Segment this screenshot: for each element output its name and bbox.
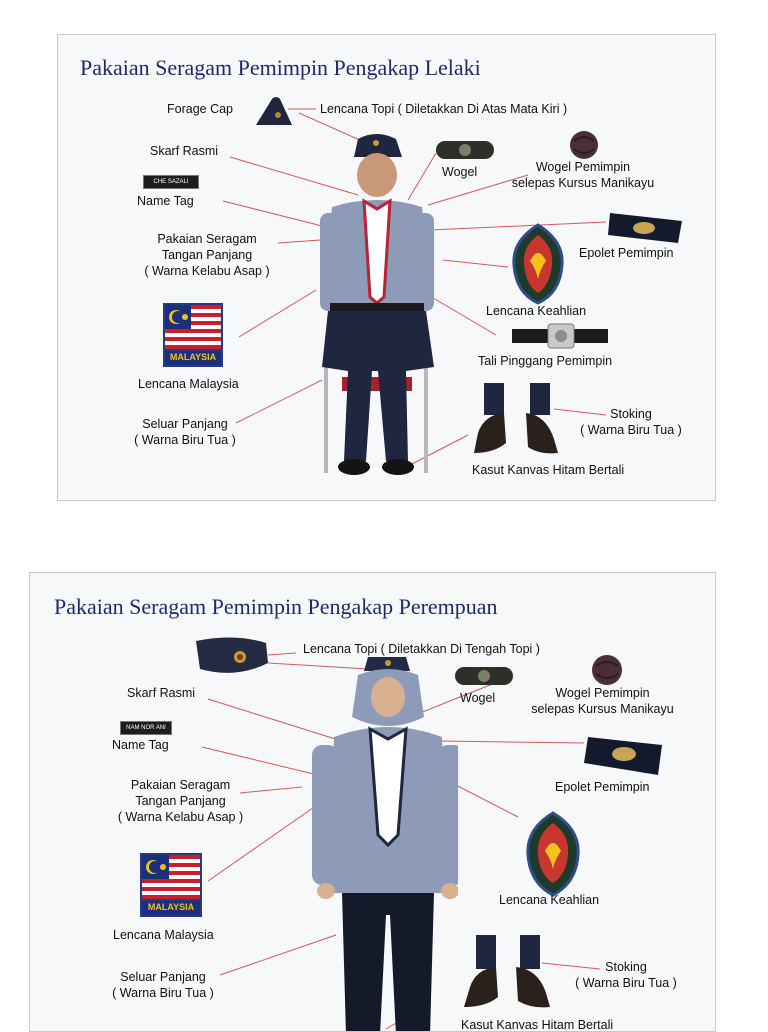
label-pakaian-line3: ( Warna Kelabu Asap ) xyxy=(117,810,244,824)
socks-shoes-icon xyxy=(460,935,556,1011)
label-skarf-rasmi: Skarf Rasmi xyxy=(150,144,219,158)
label-lencana-topi: Lencana Topi ( Diletakkan Di Tengah Topi ) xyxy=(303,642,540,656)
leather-woggle-icon xyxy=(590,653,624,687)
name-tag-plate-text: CHE SAZALI xyxy=(153,179,189,185)
name-tag-plate xyxy=(120,721,172,735)
label-wogel-pemimpin-line1: Wogel Pemimpin xyxy=(535,160,631,174)
label-pakaian-line1: Pakaian Seragam xyxy=(130,778,231,792)
label-wogel: Wogel xyxy=(442,165,478,179)
panel-title: Pakaian Seragam Pemimpin Pengakap Perempuan xyxy=(54,594,498,619)
label-pakaian-line2: Tangan Panjang xyxy=(135,794,226,808)
panel-title: Pakaian Seragam Pemimpin Pengakap Lelaki xyxy=(80,55,481,80)
label-seluar-line1: Seluar Panjang xyxy=(142,417,228,431)
label-lencana-keahlian: Lencana Keahlian xyxy=(499,893,600,907)
socks-shoes-icon xyxy=(470,383,566,455)
label-stoking xyxy=(571,406,691,438)
label-seluar-panjang xyxy=(120,416,250,448)
male-leader-figure xyxy=(306,127,456,482)
label-kasut: Kasut Kanvas Hitam Bertali xyxy=(472,463,625,477)
malaysia-badge xyxy=(163,303,223,372)
wogel-icon xyxy=(454,665,514,687)
label-stoking-line2: ( Warna Biru Tua ) xyxy=(575,976,677,990)
label-wogel-pemimpin xyxy=(503,159,663,191)
label-stoking xyxy=(566,959,686,991)
flag-text: MALAYSIA xyxy=(147,902,195,912)
name-tag-plate-text: NAM NOR ANI xyxy=(126,725,166,731)
label-forage-cap: Forage Cap xyxy=(167,102,234,116)
label-seluar-panjang xyxy=(98,969,228,1001)
male-uniform-panel xyxy=(57,34,716,501)
label-seluar-line2: ( Warna Biru Tua ) xyxy=(134,433,236,447)
name-tag-plate xyxy=(143,175,199,189)
label-wogel: Wogel xyxy=(460,691,496,705)
label-skarf-rasmi: Skarf Rasmi xyxy=(127,686,196,700)
female-uniform-panel xyxy=(29,572,716,1032)
label-name-tag: Name Tag xyxy=(137,194,194,208)
label-lencana-keahlian: Lencana Keahlian xyxy=(486,304,587,318)
female-leader-figure xyxy=(306,655,458,1032)
belt-icon xyxy=(512,323,608,349)
malaysia-badge xyxy=(140,853,202,922)
label-seluar-line1: Seluar Panjang xyxy=(120,970,206,984)
label-stoking-line1: Stoking xyxy=(605,960,647,974)
label-wogel-pemimpin xyxy=(520,685,685,717)
flag-text: MALAYSIA xyxy=(169,352,217,362)
label-pakaian-seragam xyxy=(103,777,258,825)
label-wogel-pemimpin-line1: Wogel Pemimpin xyxy=(555,686,650,700)
label-stoking-line1: Stoking xyxy=(610,407,652,421)
label-stoking-line2: ( Warna Biru Tua ) xyxy=(580,423,682,437)
label-pakaian-line2: Tangan Panjang xyxy=(161,248,253,262)
leather-woggle-icon xyxy=(568,129,600,161)
label-pakaian-seragam xyxy=(132,231,282,279)
label-lencana-topi: Lencana Topi ( Diletakkan Di Atas Mata Kiri ) xyxy=(320,102,568,116)
label-wogel-pemimpin-line2: selepas Kursus Manikayu xyxy=(511,176,655,190)
label-epolet: Epolet Pemimpin xyxy=(579,246,674,260)
label-lencana-malaysia: Lencana Malaysia xyxy=(113,928,214,942)
membership-badge-icon xyxy=(510,223,566,305)
garrison-cap-icon xyxy=(194,633,272,679)
epaulette-icon xyxy=(584,733,666,777)
label-kasut: Kasut Kanvas Hitam Bertali xyxy=(461,1018,614,1032)
label-seluar-line2: ( Warna Biru Tua ) xyxy=(112,986,214,1000)
label-wogel-pemimpin-line2: selepas Kursus Manikayu xyxy=(531,702,674,716)
label-pakaian-line1: Pakaian Seragam xyxy=(157,232,257,246)
epaulette-icon xyxy=(606,209,686,245)
label-tali-pinggang: Tali Pinggang Pemimpin xyxy=(478,354,613,368)
label-epolet: Epolet Pemimpin xyxy=(555,780,650,794)
membership-badge-icon xyxy=(524,811,582,897)
label-lencana-malaysia: Lencana Malaysia xyxy=(138,377,239,391)
label-pakaian-line3: ( Warna Kelabu Asap ) xyxy=(144,264,270,278)
forage-cap-icon xyxy=(254,95,294,127)
label-name-tag: Name Tag xyxy=(112,738,169,752)
